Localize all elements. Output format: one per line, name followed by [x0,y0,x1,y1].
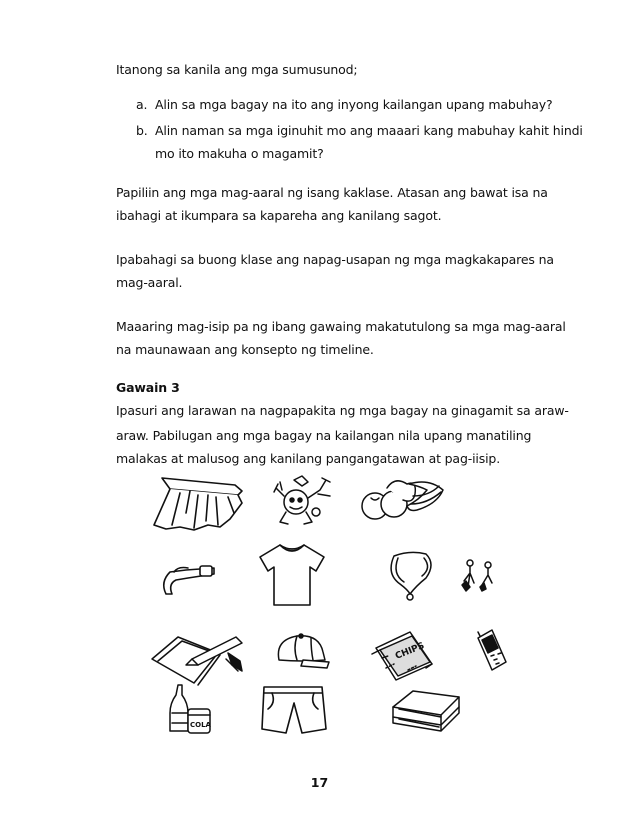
paragraph-3-line-2: na maunawaan ang konsepto ng timeline. [116,342,374,357]
paragraph-1-line-1: Papiliin ang mga mag-aaral ng isang kaklase. Atasan ang bawat isa na [116,185,548,200]
cola-bottle-icon [160,683,212,735]
question-a-marker: a. [136,97,148,112]
necklace-icon [384,550,438,602]
question-a-text: Alin sa mga bagay na ito ang inyong kailangan upang mabuhay? [155,97,553,112]
cola-label: COLA [190,721,211,729]
activity-line-2: araw. Pabilugan ang mga bagay na kailangan nila upang manatiling [116,428,532,443]
paragraph-2-line-1: Ipabahagi sa buong klase ang napag-usapan ng mga magkakapares na [116,252,554,267]
activity-line-3: malakas at malusog ang kanilang pangangatawan at pag-iisip. [116,451,501,466]
cellphone-icon [474,626,510,674]
question-b-line-1: Alin naman sa mga iginuhit mo ang maaari kang mabuhay kahit hindi [155,123,583,138]
wristwatch-icon [156,562,218,596]
intro-text: Itanong sa kanila ang mga sumusunod; [116,62,358,77]
chips-bag-icon [366,628,442,684]
skirt-icon [150,473,250,535]
question-b-marker: b. [136,123,148,138]
paragraph-3-line-1: Maaaring mag-isip pa ng ibang gawaing makatutulong sa mga mag-aaral [116,319,566,334]
earrings-icon [458,557,498,595]
folded-clothes-icon [389,687,463,733]
activity-heading: Gawain 3 [116,380,180,395]
paper-and-pencil-icon [148,631,248,689]
activity-line-1: Ipasuri ang larawan na nagpapakita ng mga bagay na ginagamit sa araw- [116,403,569,418]
page-number: 17 [310,775,329,790]
tshirt-icon [256,541,328,609]
cap-icon [273,632,331,672]
chips-label: CHIPS [393,641,427,662]
paragraph-2-line-2: mag-aaral. [116,275,183,290]
question-b-line-2: mo ito makuha o magamit? [155,146,324,161]
paragraph-1-line-2: ibahagi at ikumpara sa kapareha ang kanilang sagot. [116,208,442,223]
toy-robot-icon [272,472,334,528]
shorts-icon [258,683,330,737]
fruits-icon [357,474,447,524]
